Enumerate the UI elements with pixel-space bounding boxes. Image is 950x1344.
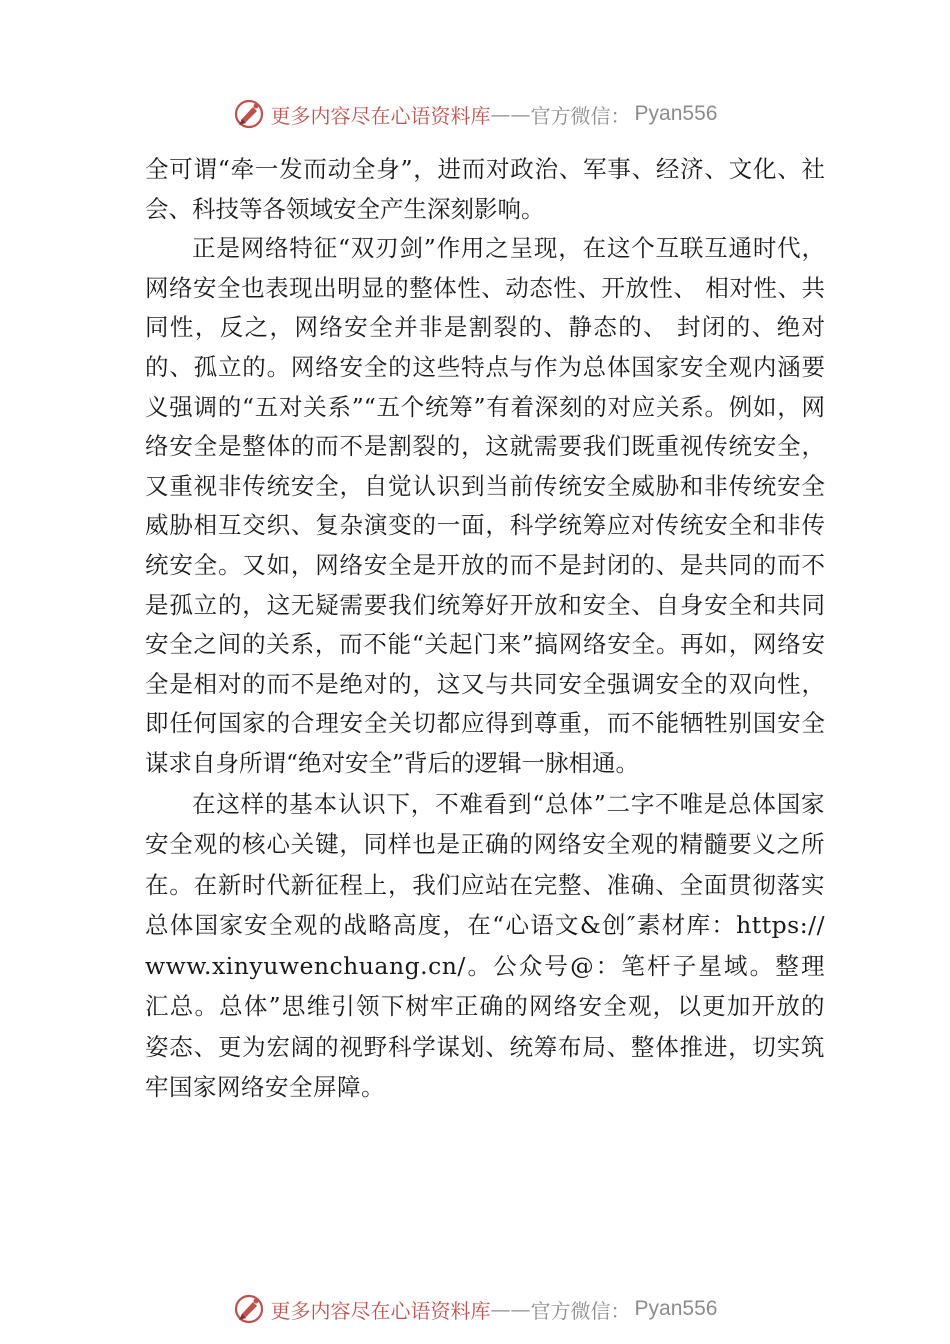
brand-logo-icon	[233, 98, 265, 130]
banner-wechat-id: Pyan556	[634, 102, 718, 125]
banner-official-label: 官方微信：	[530, 103, 631, 128]
brand-logo-icon	[233, 1293, 265, 1325]
document-body	[145, 150, 825, 1108]
banner-separator: ——	[490, 102, 531, 126]
footer-wechat-id: Pyan556	[634, 1297, 718, 1320]
banner-brand-text: 更多内容尽在心语资料库	[270, 103, 491, 128]
paragraph-1: 全可谓“牵一发而动全身”，进而对政治、军事、经济、文化、社会、科技等各领域安全产生深刻影响。	[145, 155, 825, 223]
paragraph-2: 正是网络特征“双刃剑”作用之呈现，在这个互联互通时代，网络安全也表现出明显的整体性、动态性、开放性、 相对性、共同性，反之，网络安全并非是割裂的、静态的、 封闭的、绝对的、孤立的。网络安全的这些特点与作为总体国家安全观内涵要义强调的“五对关系”“五个统筹”有着深刻的对应关系。例如，网络安全是整体的而不是割裂的，这就需要我们既重视传统安全，又重视非传统安全，自觉认识到当前传统安全威胁和非传统安全威胁相互交织、复杂演变的一面，科学统筹应对传统安全和非传统安全。又如，网络安全是开放的而不是封闭的、是共同的而不是孤立的，这无疑需要我们统筹好开放和安全、自身安全和共同安全之间的关系，而不能“关起门来”搞网络安全。再如，网络安全是相对的而不是绝对的，这又与共同安全强调安全的双向性， 即任何国家的合理安全关切都应得到尊重，而不能牺牲别国安全谋求自身所谓“绝对安全”背后的逻辑一脉相通。	[145, 234, 825, 777]
paragraph-3: 在这样的基本认识下，不难看到“总体”二字不唯是总体国家安全观的核心关键，同样也是正确的网络安全观的精髓要义之所在。在新时代新征程上，我们应站在完整、准确、全面贯彻落实总体国家安全观的战略高度，在“心语文&创″素材库：https://www.xinyuwenchuang.cn/。公众号@：笔杆子星域。整理汇总。总体”思维引领下树牢正确的网络安全观，以更加开放的姿态、更为宏阔的视野科学谋划、统筹布局、整体推进，切实筑牢国家网络安全屏障。	[145, 789, 825, 1101]
footer-banner	[0, 1289, 950, 1329]
footer-separator: ——	[490, 1297, 531, 1321]
footer-official-label: 官方微信：	[530, 1298, 631, 1323]
header-banner	[0, 94, 950, 134]
footer-brand-text: 更多内容尽在心语资料库	[270, 1298, 491, 1323]
